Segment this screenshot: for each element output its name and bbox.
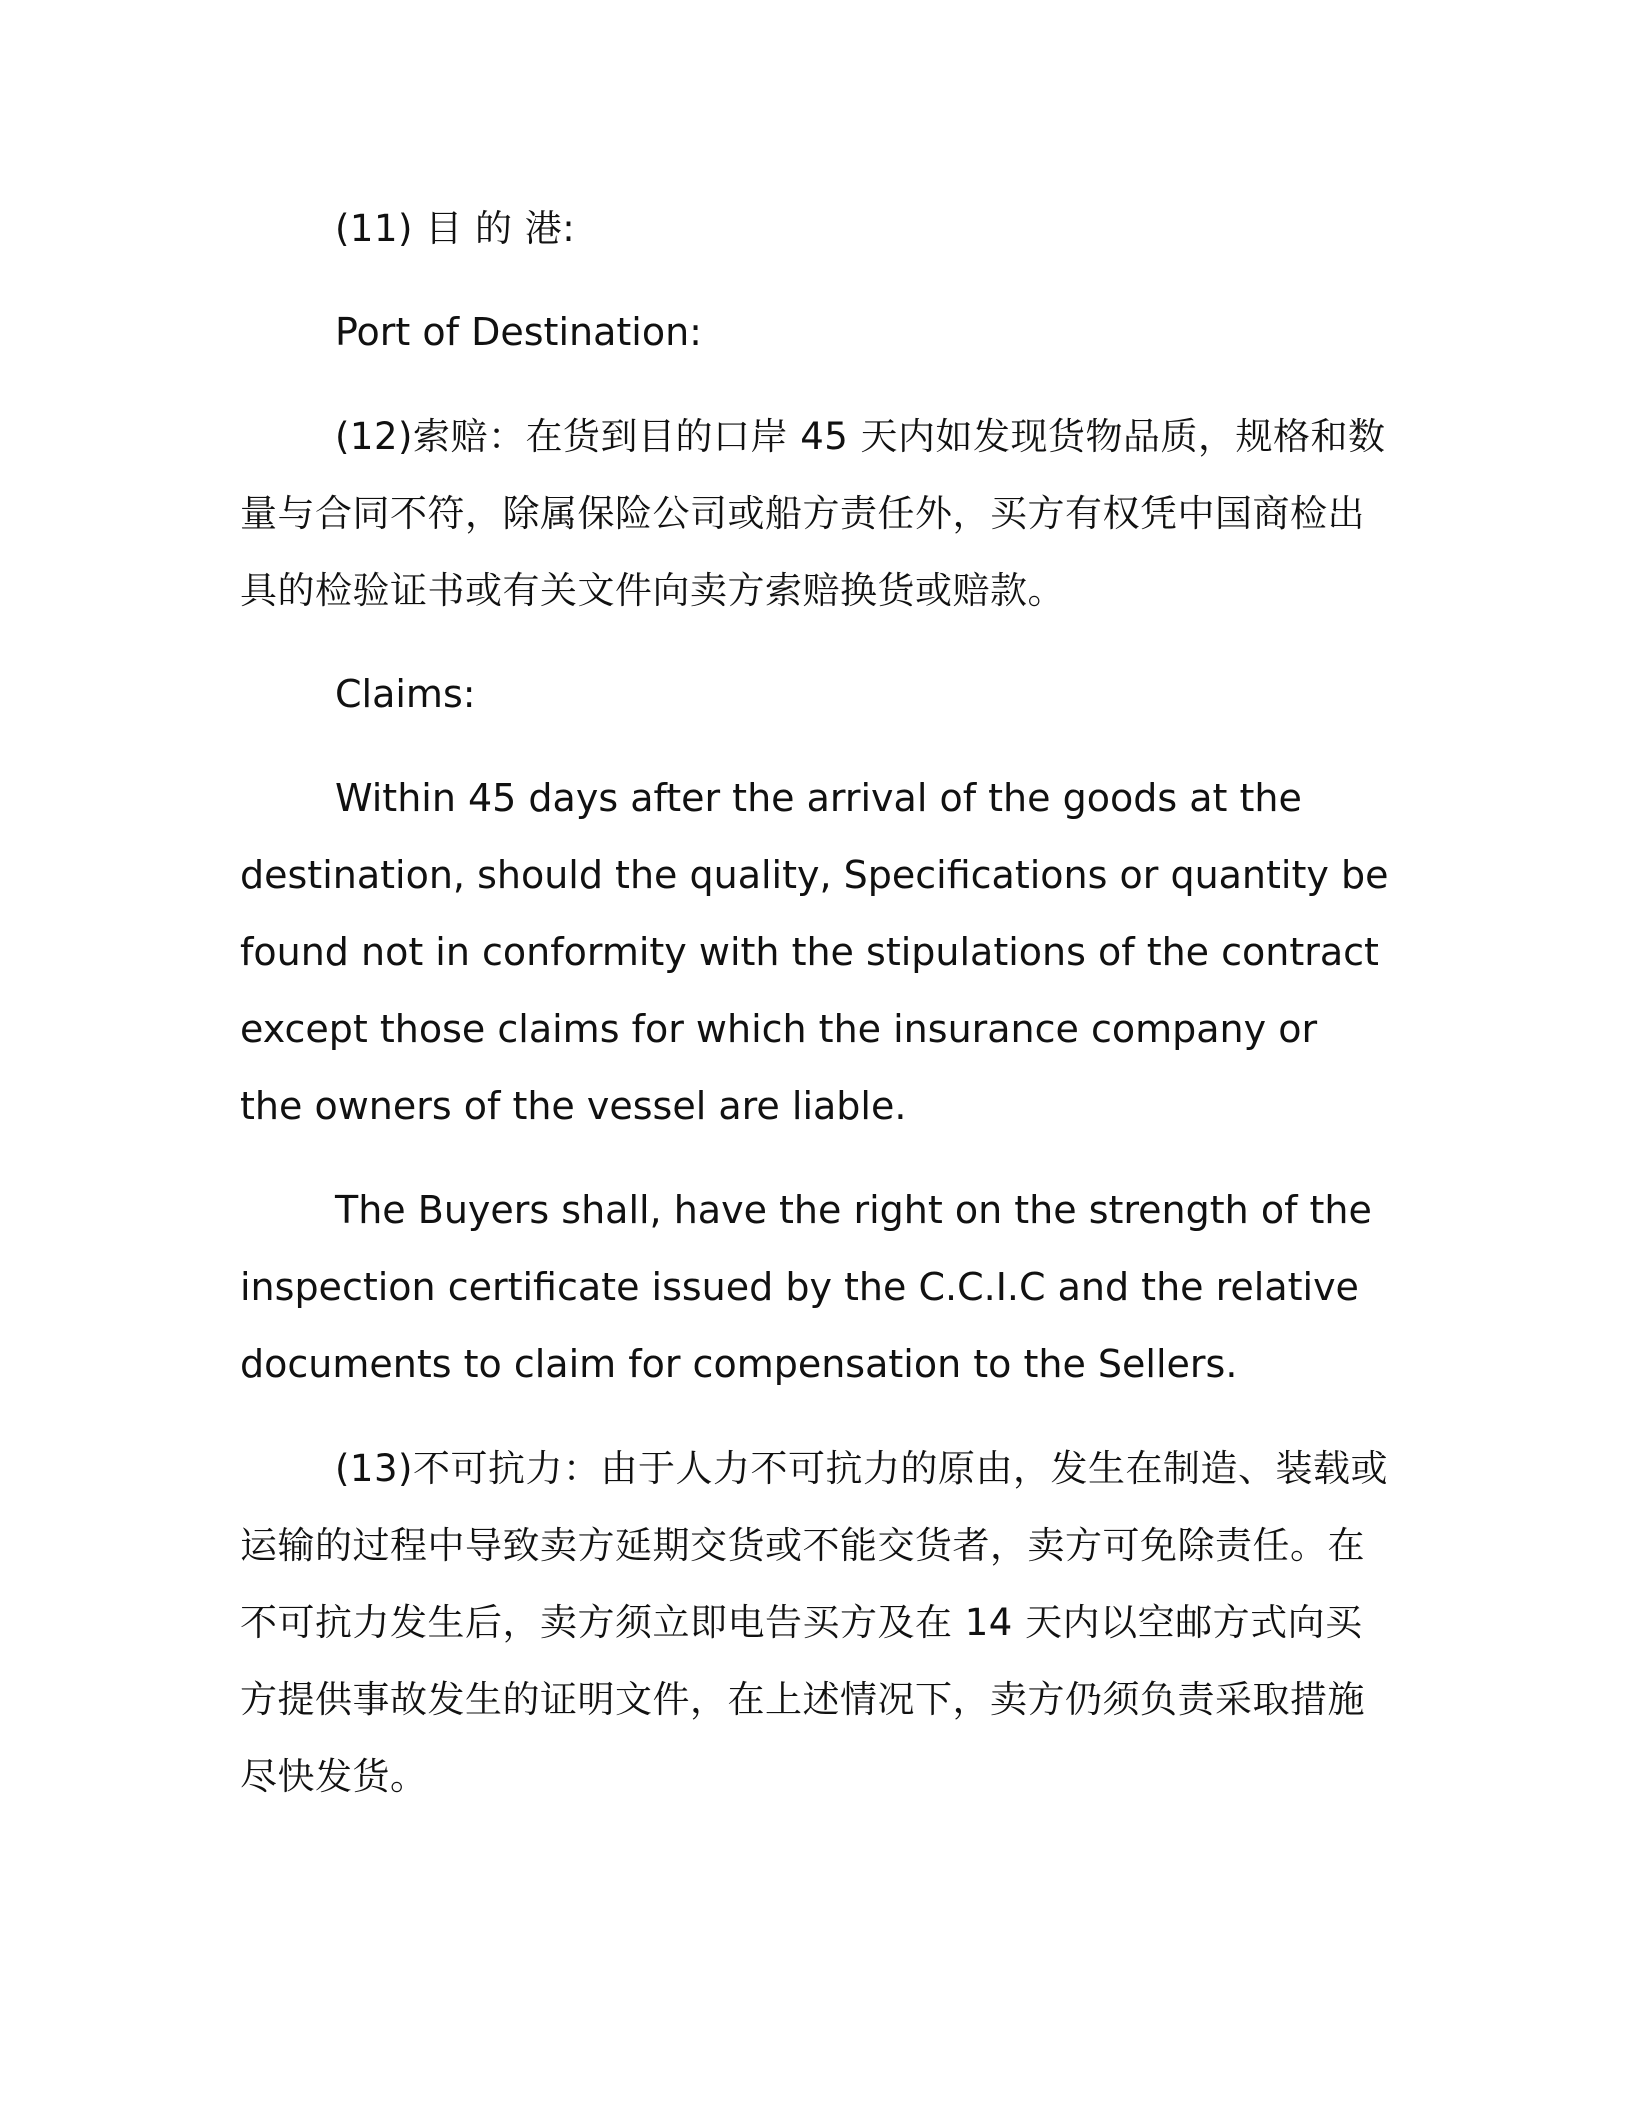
clause-12-claims-chinese: (12)索赔：在货到目的口岸 45 天内如发现货物品质，规格和数量与合同不符，除属保险公司或船方责任外，买方有权凭中国商检出具的检验证书或有关文件向卖方索赔换货或赔款。 bbox=[240, 415, 1386, 612]
claims-label: Claims: bbox=[335, 672, 476, 716]
document-body bbox=[240, 190, 1390, 1842]
clause-11-heading: (11) 目 的 港: bbox=[335, 207, 576, 250]
claims-english-paragraph-2: The Buyers shall, have the right on the strength of the inspection certificate issued by the C.C.I.C and the relative documents to claim for compensation to the Sellers. bbox=[240, 1188, 1372, 1386]
claims-english-paragraph-1: Within 45 days after the arrival of the goods at the destination, should the quality, Specifications or quantity be found not in conformity with the stipulations of the contract except those claims for which the insurance company or the owners of the vessel are liable. bbox=[240, 776, 1389, 1128]
port-of-destination-label: Port of Destination: bbox=[335, 310, 702, 354]
clause-13-force-majeure-chinese: (13)不可抗力：由于人力不可抗力的原由，发生在制造、装载或运输的过程中导致卖方延期交货或不能交货者，卖方可免除责任。在不可抗力发生后，卖方须立即电告买方及在 14 天内以空邮方式向买方提供事故发生的证明文件，在上述情况下，卖方仍须负责采取措施尽快发货。 bbox=[240, 1447, 1388, 1798]
